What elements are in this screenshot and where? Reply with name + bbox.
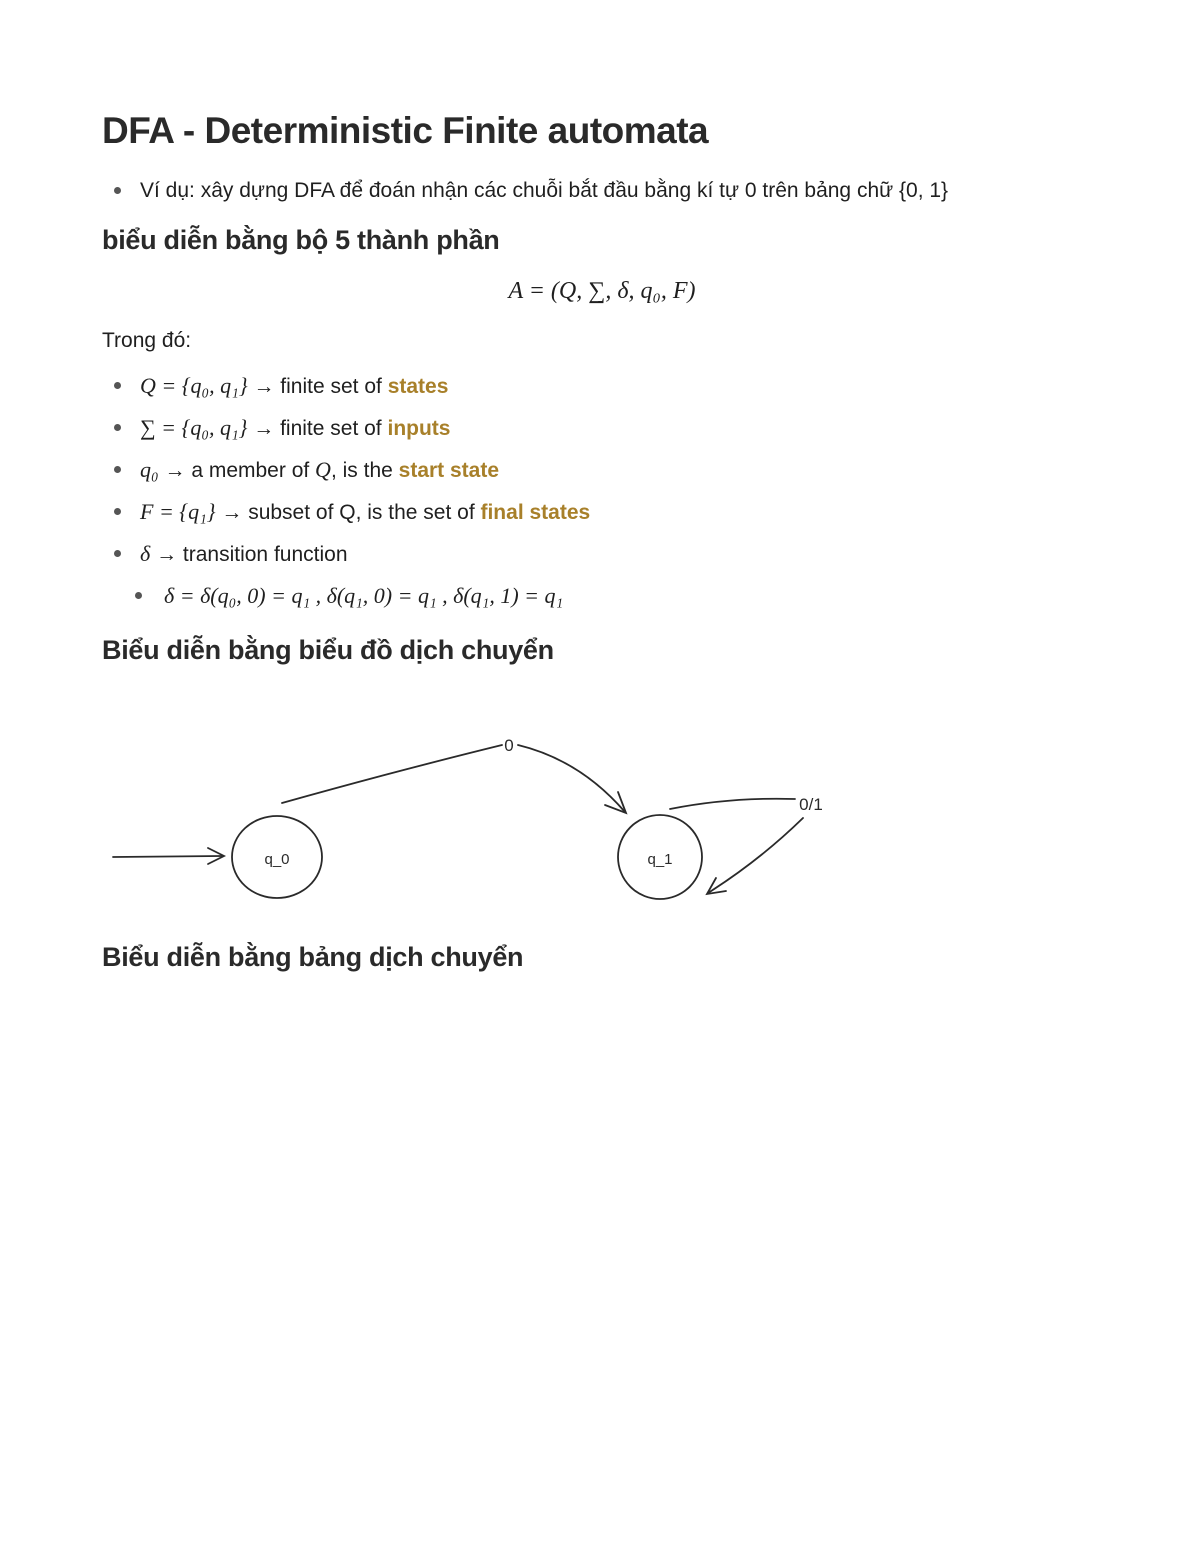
highlight-text: start state <box>398 459 500 482</box>
highlight-text: final states <box>480 501 591 524</box>
section-heading-table: Biểu diễn bằng bảng dịch chuyển <box>102 942 524 972</box>
item-text: → a member of <box>158 459 316 482</box>
item-text: → finite set of <box>247 375 388 398</box>
math-expression: Q = {q₀, q₁} <box>140 373 248 398</box>
loop-q1-label: 0/1 <box>799 795 823 814</box>
edge-q0-q1-label: 0 <box>504 736 514 755</box>
section-heading-five-part: biểu diễn bằng bộ 5 thành phần <box>102 225 500 255</box>
math-expression: δ <box>140 541 151 566</box>
section-heading-diagram: Biểu diễn bằng biểu đồ dịch chuyển <box>102 635 554 665</box>
highlight-text: states <box>387 375 449 398</box>
state-q1-label: q_1 <box>647 851 673 868</box>
math-expression: q₀ <box>140 457 159 482</box>
edge-q0-q1 <box>282 745 502 803</box>
tuple-formula: A = (Q, ∑, δ, q₀, F) <box>508 278 696 304</box>
start-arrow <box>113 856 222 857</box>
math-expression: Q <box>315 457 331 482</box>
loop-q1-end <box>708 818 803 893</box>
loop-q1-start <box>670 799 795 809</box>
math-expression: ∑ = {q₀, q₁} <box>140 415 248 440</box>
example-item: Ví dụ: xây dựng DFA để đoán nhận các chuỗi bắt đầu bằng kí tự 0 trên bảng chữ {0, 1} <box>102 170 1102 211</box>
item-text: → transition function <box>150 543 348 566</box>
state-q0-label: q_0 <box>264 851 290 868</box>
where-label: Trong đó: <box>102 329 192 352</box>
page-title: DFA - Deterministic Finite automata <box>102 110 709 151</box>
highlight-text: inputs <box>387 417 451 440</box>
edge-q0-q1-end <box>518 745 625 812</box>
math-expression: δ = δ(q₀, 0) = q₁ , δ(q₁, 0) = q₁ , δ(q₁, 1) = q₁ <box>164 583 564 608</box>
item-text: → subset of Q, is the set of <box>215 501 481 524</box>
item-text: → finite set of <box>247 417 388 440</box>
item-text: , is the <box>330 459 399 482</box>
math-expression: F = {q₁} <box>140 499 216 524</box>
